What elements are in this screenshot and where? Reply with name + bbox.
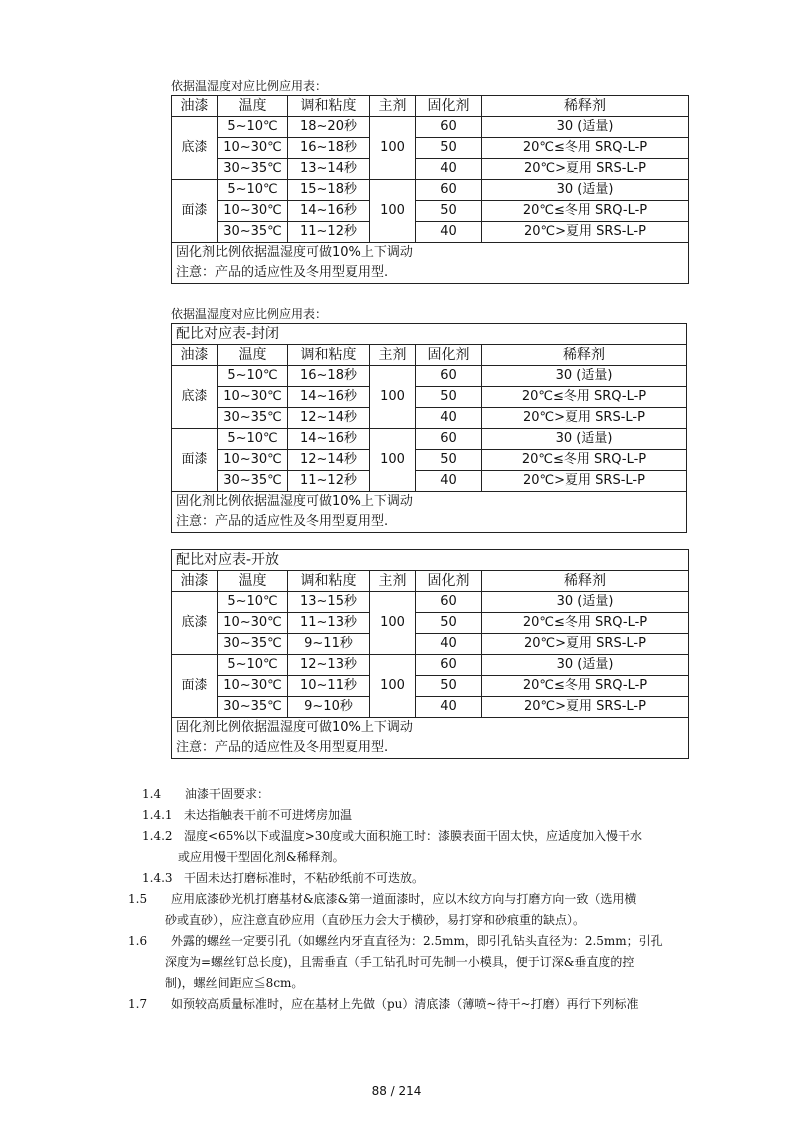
main-agent-cell: 100 xyxy=(370,429,416,492)
temperature-cell: 5~10℃ xyxy=(218,180,288,201)
hardener-cell: 50 xyxy=(416,201,482,222)
thinner-cell: 20℃≤冬用 SRQ-L-P xyxy=(482,138,689,159)
header-cell: 主剂 xyxy=(370,96,416,117)
header-cell: 温度 xyxy=(218,345,288,366)
temperature-cell: 10~30℃ xyxy=(218,387,288,408)
viscosity-cell: 12~14秒 xyxy=(288,408,370,429)
temperature-cell: 30~35℃ xyxy=(218,408,288,429)
section-number: 1.7 xyxy=(128,997,148,1011)
hardener-cell: 60 xyxy=(416,117,482,138)
table-row xyxy=(172,634,689,655)
table-row xyxy=(172,429,687,450)
temperature-cell: 5~10℃ xyxy=(218,366,288,387)
header-cell: 主剂 xyxy=(370,571,416,592)
viscosity-cell: 13~15秒 xyxy=(288,592,370,613)
thinner-cell: 20℃>夏用 SRS-L-P xyxy=(482,222,689,243)
main-agent-cell: 100 xyxy=(370,117,416,180)
main-agent-cell: 100 xyxy=(370,655,416,718)
section-text-line: 制)，螺丝间距应≦8cm。 xyxy=(165,976,304,990)
header-cell: 温度 xyxy=(218,96,288,117)
section-list xyxy=(128,784,728,1015)
thinner-cell: 20℃≤冬用 SRQ-L-P xyxy=(482,450,687,471)
hardener-cell: 50 xyxy=(416,450,482,471)
paint-type-cell: 底漆 xyxy=(172,366,218,429)
main-agent-cell: 100 xyxy=(370,180,416,243)
header-cell: 温度 xyxy=(218,571,288,592)
section-text-line: 砂或直砂），应注意直砂应用（直砂压力会大于横砂，易打穿和砂痕重的缺点）。 xyxy=(165,913,586,927)
viscosity-cell: 16~18秒 xyxy=(288,138,370,159)
note-attention: 注意：产品的适应性及冬用型夏用型. xyxy=(172,738,689,759)
viscosity-cell: 14~16秒 xyxy=(288,387,370,408)
viscosity-cell: 18~20秒 xyxy=(288,117,370,138)
paint-type-cell: 面漆 xyxy=(172,180,218,243)
viscosity-cell: 16~18秒 xyxy=(288,366,370,387)
header-cell: 油漆 xyxy=(172,345,218,366)
section-item xyxy=(128,784,728,805)
thinner-cell: 20℃≤冬用 SRQ-L-P xyxy=(482,387,687,408)
temperature-cell: 10~30℃ xyxy=(218,676,288,697)
note-ratio: 固化剂比例依据温湿度可做10%上下调动 xyxy=(172,243,689,264)
table-row xyxy=(172,159,689,180)
viscosity-cell: 11~12秒 xyxy=(288,471,370,492)
temperature-cell: 5~10℃ xyxy=(218,655,288,676)
thinner-cell: 20℃≤冬用 SRQ-L-P xyxy=(482,676,689,697)
temperature-cell: 30~35℃ xyxy=(218,697,288,718)
temperature-cell: 10~30℃ xyxy=(218,138,288,159)
header-cell: 固化剂 xyxy=(416,571,482,592)
table-row xyxy=(172,180,689,201)
hardener-cell: 60 xyxy=(416,180,482,201)
hardener-cell: 50 xyxy=(416,138,482,159)
viscosity-cell: 13~14秒 xyxy=(288,159,370,180)
ratio-table-sealing xyxy=(171,323,687,533)
section-item xyxy=(128,889,728,931)
caption-1: 依据温湿度对应比例应用表： xyxy=(171,79,328,93)
section-text-line: 如预较高质量标准时，应在基材上先做（pu）清底漆（薄喷~待干~打磨）再行下列标准 xyxy=(171,997,639,1011)
table-row xyxy=(172,201,689,222)
thinner-cell: 30 (适量) xyxy=(482,180,689,201)
table-row xyxy=(172,592,689,613)
header-cell: 固化剂 xyxy=(416,96,482,117)
header-cell: 调和粘度 xyxy=(288,345,370,366)
thinner-cell: 30 (适量) xyxy=(482,366,687,387)
header-cell: 稀释剂 xyxy=(482,571,689,592)
table-row xyxy=(172,450,687,471)
thinner-cell: 20℃>夏用 SRS-L-P xyxy=(482,408,687,429)
note-attention: 注意：产品的适应性及冬用型夏用型. xyxy=(172,263,689,284)
thinner-cell: 30 (适量) xyxy=(482,429,687,450)
temperature-cell: 30~35℃ xyxy=(218,222,288,243)
temperature-cell: 5~10℃ xyxy=(218,117,288,138)
viscosity-cell: 12~14秒 xyxy=(288,450,370,471)
header-cell: 固化剂 xyxy=(416,345,482,366)
hardener-cell: 60 xyxy=(416,592,482,613)
section-number: 1.4.1 xyxy=(142,808,173,822)
table-row xyxy=(172,471,687,492)
thinner-cell: 30 (适量) xyxy=(482,117,689,138)
table-row xyxy=(172,676,689,697)
temperature-cell: 5~10℃ xyxy=(218,592,288,613)
temperature-cell: 10~30℃ xyxy=(218,201,288,222)
ratio-table-1 xyxy=(171,95,689,284)
table-row xyxy=(172,138,689,159)
hardener-cell: 50 xyxy=(416,676,482,697)
viscosity-cell: 14~16秒 xyxy=(288,201,370,222)
hardener-cell: 50 xyxy=(416,613,482,634)
main-agent-cell: 100 xyxy=(370,366,416,429)
thinner-cell: 20℃≤冬用 SRQ-L-P xyxy=(482,201,689,222)
section-number: 1.6 xyxy=(128,934,148,948)
section-text-line: 应用底漆砂光机打磨基材&底漆&第一道面漆时，应以木纹方向与打磨方向一致（选用横 xyxy=(171,892,637,906)
page-number: 88 / 214 xyxy=(371,1084,422,1098)
thinner-cell: 20℃≤冬用 SRQ-L-P xyxy=(482,613,689,634)
hardener-cell: 50 xyxy=(416,387,482,408)
table-row xyxy=(172,222,689,243)
thinner-cell: 20℃>夏用 SRS-L-P xyxy=(482,697,689,718)
viscosity-cell: 9~10秒 xyxy=(288,697,370,718)
viscosity-cell: 15~18秒 xyxy=(288,180,370,201)
hardener-cell: 60 xyxy=(416,366,482,387)
temperature-cell: 5~10℃ xyxy=(218,429,288,450)
paint-type-cell: 底漆 xyxy=(172,117,218,180)
header-cell: 油漆 xyxy=(172,571,218,592)
section-number: 1.5 xyxy=(128,892,148,906)
hardener-cell: 40 xyxy=(416,697,482,718)
paint-type-cell: 底漆 xyxy=(172,592,218,655)
thinner-cell: 20℃>夏用 SRS-L-P xyxy=(482,634,689,655)
thinner-cell: 20℃>夏用 SRS-L-P xyxy=(482,471,687,492)
note-attention: 注意：产品的适应性及冬用型夏用型. xyxy=(172,512,687,533)
table-title: 配比对应表-封闭 xyxy=(172,324,687,345)
header-cell: 调和粘度 xyxy=(288,571,370,592)
temperature-cell: 10~30℃ xyxy=(218,450,288,471)
header-cell: 调和粘度 xyxy=(288,96,370,117)
table-row xyxy=(172,387,687,408)
note-ratio: 固化剂比例依据温湿度可做10%上下调动 xyxy=(172,492,687,513)
note-ratio: 固化剂比例依据温湿度可做10%上下调动 xyxy=(172,718,689,739)
table-row xyxy=(172,655,689,676)
section-number: 1.4.3 xyxy=(142,871,173,885)
caption-2: 依据温湿度对应比例应用表： xyxy=(171,307,328,321)
ratio-table-open xyxy=(171,549,689,759)
section-item xyxy=(128,931,728,994)
table-row xyxy=(172,366,687,387)
hardener-cell: 40 xyxy=(416,159,482,180)
table-row xyxy=(172,408,687,429)
thinner-cell: 30 (适量) xyxy=(482,592,689,613)
section-text-line: 深度为=螺丝钉总长度)，且需垂直（手工钻孔时可先制一小模具，便于订深&垂直度的控 xyxy=(165,955,635,969)
section-text-line: 油漆干固要求： xyxy=(185,787,270,801)
paint-type-cell: 面漆 xyxy=(172,429,218,492)
header-cell: 稀释剂 xyxy=(482,345,687,366)
viscosity-cell: 10~11秒 xyxy=(288,676,370,697)
header-cell: 主剂 xyxy=(370,345,416,366)
viscosity-cell: 11~12秒 xyxy=(288,222,370,243)
paint-type-cell: 面漆 xyxy=(172,655,218,718)
table-row xyxy=(172,613,689,634)
viscosity-cell: 14~16秒 xyxy=(288,429,370,450)
temperature-cell: 30~35℃ xyxy=(218,471,288,492)
table-title: 配比对应表-开放 xyxy=(172,550,689,571)
section-text-line: 湿度<65%以下或温度>30度或大面积施工时：漆膜表面干固太快，应适度加入慢干水 xyxy=(184,829,643,843)
hardener-cell: 40 xyxy=(416,634,482,655)
section-item xyxy=(128,805,728,826)
section-text-line: 干固未达打磨标准时，不粘砂纸前不可迭放。 xyxy=(184,871,425,885)
viscosity-cell: 9~11秒 xyxy=(288,634,370,655)
header-cell: 油漆 xyxy=(172,96,218,117)
hardener-cell: 60 xyxy=(416,429,482,450)
section-number: 1.4 xyxy=(142,787,162,801)
section-item xyxy=(128,994,728,1015)
section-item xyxy=(128,868,728,889)
table-row xyxy=(172,117,689,138)
section-text-line: 未达指触表干前不可进烤房加温 xyxy=(184,808,353,822)
temperature-cell: 30~35℃ xyxy=(218,634,288,655)
hardener-cell: 60 xyxy=(416,655,482,676)
viscosity-cell: 11~13秒 xyxy=(288,613,370,634)
temperature-cell: 30~35℃ xyxy=(218,159,288,180)
thinner-cell: 30 (适量) xyxy=(482,655,689,676)
temperature-cell: 10~30℃ xyxy=(218,613,288,634)
section-item xyxy=(128,826,728,868)
section-number: 1.4.2 xyxy=(142,829,173,843)
hardener-cell: 40 xyxy=(416,408,482,429)
header-cell: 稀释剂 xyxy=(482,96,689,117)
section-text-line: 外露的螺丝一定要引孔（如螺丝内牙直直径为：2.5mm，即引孔钻头直径为：2.5mm；引孔 xyxy=(171,934,663,948)
table-row xyxy=(172,697,689,718)
hardener-cell: 40 xyxy=(416,471,482,492)
main-agent-cell: 100 xyxy=(370,592,416,655)
thinner-cell: 20℃>夏用 SRS-L-P xyxy=(482,159,689,180)
section-text-line: 或应用慢干型固化剂&稀释剂。 xyxy=(178,850,345,864)
viscosity-cell: 12~13秒 xyxy=(288,655,370,676)
hardener-cell: 40 xyxy=(416,222,482,243)
